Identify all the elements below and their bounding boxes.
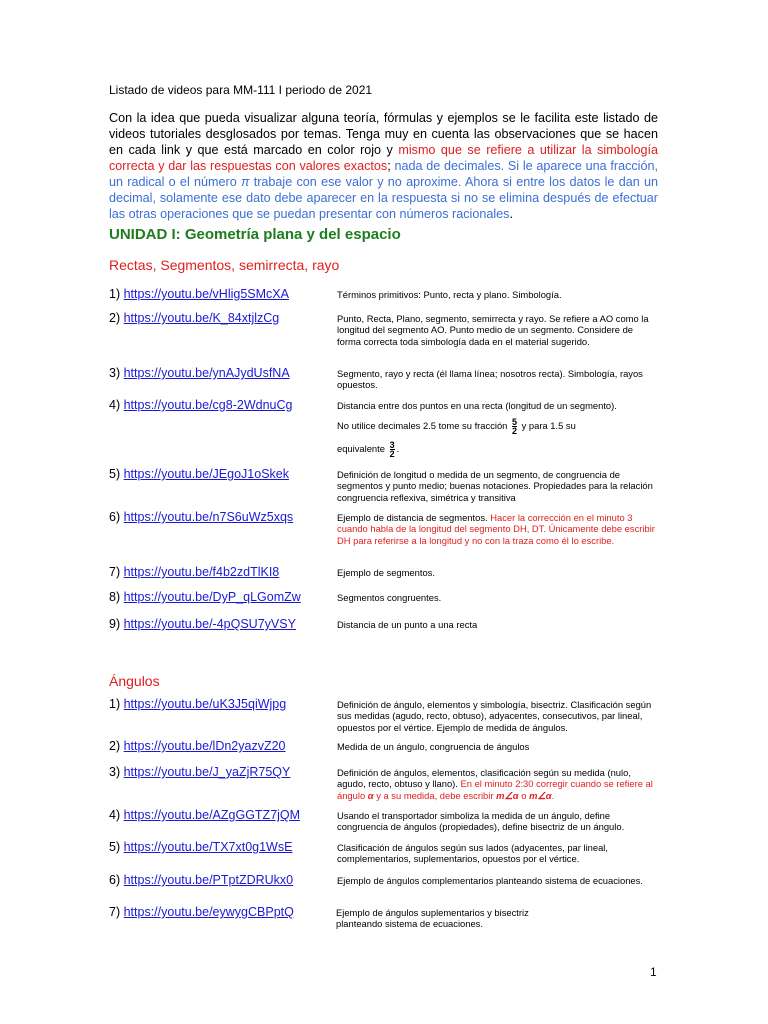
video-description: Definición de ángulo, elementos y simbología, bisectriz. Clasificación según sus medidas (agudo, recto, obtuso), adyacentes, consecutivos, par lineal, opuestos por el vértice. Ejemplo de medida de ángulos.: [337, 699, 652, 733]
video-link[interactable]: https://youtu.be/f4b2zdTlKI8: [123, 565, 280, 579]
fraction-five-halves: $\frac{5}{2}$: [512, 417, 518, 437]
video-description: Ejemplo de ángulos suplementarios y bisectriz planteando sistema de ecuaciones.: [336, 907, 529, 930]
video-link[interactable]: https://youtu.be/n7S6uWz5xqs: [123, 510, 294, 524]
video-description: Clasificación de ángulos según sus lados (adyacentes, par lineal, complementarios, suplementarios, opuestos por el vértice.: [337, 842, 608, 865]
angle-measure-symbol: m∠α: [496, 789, 519, 801]
video-description: Medida de un ángulo, congruencia de ángulos: [337, 741, 530, 752]
video-link[interactable]: https://youtu.be/lDn2yazvZ20: [123, 739, 286, 753]
video-description: Segmento, rayo y recta (él llama línea; nosotros recta). Simbología, rayos opuestos.: [337, 368, 643, 391]
angle-measure-symbol: m∠α: [529, 789, 552, 801]
video-link[interactable]: https://youtu.be/J_yaZjR75QY: [123, 765, 291, 779]
video-description: Usando el transportador simboliza la medida de un ángulo, define congruencia de ángulos (propiedades), define bisectriz de un ángulo.: [337, 810, 625, 833]
intro-paragraph: [109, 110, 658, 222]
video-description: Términos primitivos: Punto, recta y plano. Simbología.: [337, 289, 562, 300]
intro-blue-note: nada de decimales. Si le aparece una fracción, un radical o el número: [109, 159, 658, 189]
video-description: Distancia entre dos puntos en una recta (longitud de un segmento). No utilice decimales 2.5 tome su fracción $\frac{5}{2}$ y para 1.5 su equivalente $\frac{3}{2}$ .: [337, 400, 617, 460]
video-link[interactable]: https://youtu.be/AZgGGTZ7jQM: [123, 808, 301, 822]
video-description: Ejemplo de distancia de segmentos. Hacer la corrección en el minuto 3 cuando habla de la longitud del segmento DH, DT. Únicamente debe escribir DH para referirse a la longitud y no con la traza como él lo escribe.: [337, 512, 655, 546]
video-description: Punto, Recta, Plano, segmento, semirrecta y rayo. Se refiere a AO como la longitud del segmento AO. Punto medio de un segmento. Considere de forma correcta toda simbología dada en el material sugerido.: [337, 313, 649, 347]
document-title: Listado de videos para MM-111 I periodo de 2021: [109, 83, 373, 97]
section-heading-rectas: Rectas, Segmentos, semirrecta, rayo: [109, 257, 340, 273]
video-link[interactable]: https://youtu.be/PTptZDRUkx0: [123, 873, 294, 887]
unit-heading: UNIDAD I: Geometría plana y del espacio: [109, 226, 401, 243]
video-link[interactable]: https://youtu.be/K_84xtjlzCg: [123, 311, 280, 325]
video-link[interactable]: https://youtu.be/vHlig5SMcXA: [123, 287, 289, 301]
fraction-three-halves: $\frac{3}{2}$: [389, 440, 395, 460]
correction-note: En el minuto 2:30 corregir cuando se refiere al ángulo: [337, 778, 653, 801]
video-description: Ejemplo de segmentos.: [337, 567, 435, 578]
video-description: Definición de ángulos, elementos, clasificación según su medida (nulo, agudo, recto, obtuso y llano). En el minuto 2:30 corregir cuando se refiere al ángulo α y a su medida, debe escribir m∠α o m∠α.: [337, 767, 653, 801]
video-link[interactable]: https://youtu.be/JEgoJ1oSkek: [123, 467, 289, 481]
video-description: Segmentos congruentes.: [337, 592, 442, 603]
pi-symbol: π: [241, 175, 250, 189]
intro-text: Con la idea que pueda visualizar alguna teoría, fórmulas y ejemplos se le facilita este listado de videos tutoriales desglosados por temas. Tenga muy en cuenta las observaciones que se hacen en cada link y que está marcado en color rojo y: [109, 111, 658, 157]
video-description: Ejemplo de ángulos complementarios planteando sistema de ecuaciones.: [337, 875, 643, 886]
correction-note: Hacer la corrección en el minuto 3 cuando habla de la longitud del segmento DH, DT. Únicamente debe escribir DH para referirse a la longitud y no con la traza como él lo escribe.: [337, 512, 655, 546]
video-link[interactable]: https://youtu.be/DyP_qLGomZw: [123, 590, 301, 604]
intro-blue-note-2: trabaje con ese valor y no aproxime. Ahora si entre los datos le dan un decimal, solamente ese dato debe aparecer en la respuesta si no se elimina después de efectuar las otras operaciones que se puedan presentar con números racionales: [109, 175, 659, 221]
alpha-symbol: α: [367, 789, 374, 801]
intro-red-note: mismo que se refiere a utilizar la simbología correcta y dar las respuestas con valores exactos: [109, 143, 658, 173]
section-heading-angulos: Ángulos: [109, 673, 160, 689]
page-number: 1: [650, 965, 657, 979]
video-description: Definición de longitud o medida de un segmento, de congruencia de segmentos y punto medio; buenas notaciones. Propiedades para la relación congruencia reflexiva, simétrica y transitiva: [337, 469, 653, 503]
video-link[interactable]: https://youtu.be/ynAJydUsfNA: [123, 366, 290, 380]
video-description: Distancia de un punto a una recta: [337, 619, 478, 630]
video-link[interactable]: https://youtu.be/eywygCBPptQ: [123, 905, 294, 919]
intro-separator: ;: [387, 159, 395, 173]
intro-period: .: [509, 207, 513, 221]
video-link[interactable]: https://youtu.be/-4pQSU7yVSY: [123, 617, 296, 631]
video-link[interactable]: https://youtu.be/cg8-2WdnuCg: [123, 398, 293, 412]
video-link[interactable]: https://youtu.be/uK3J5qiWjpg: [123, 697, 287, 711]
video-link[interactable]: https://youtu.be/TX7xt0g1WsE: [123, 840, 293, 854]
